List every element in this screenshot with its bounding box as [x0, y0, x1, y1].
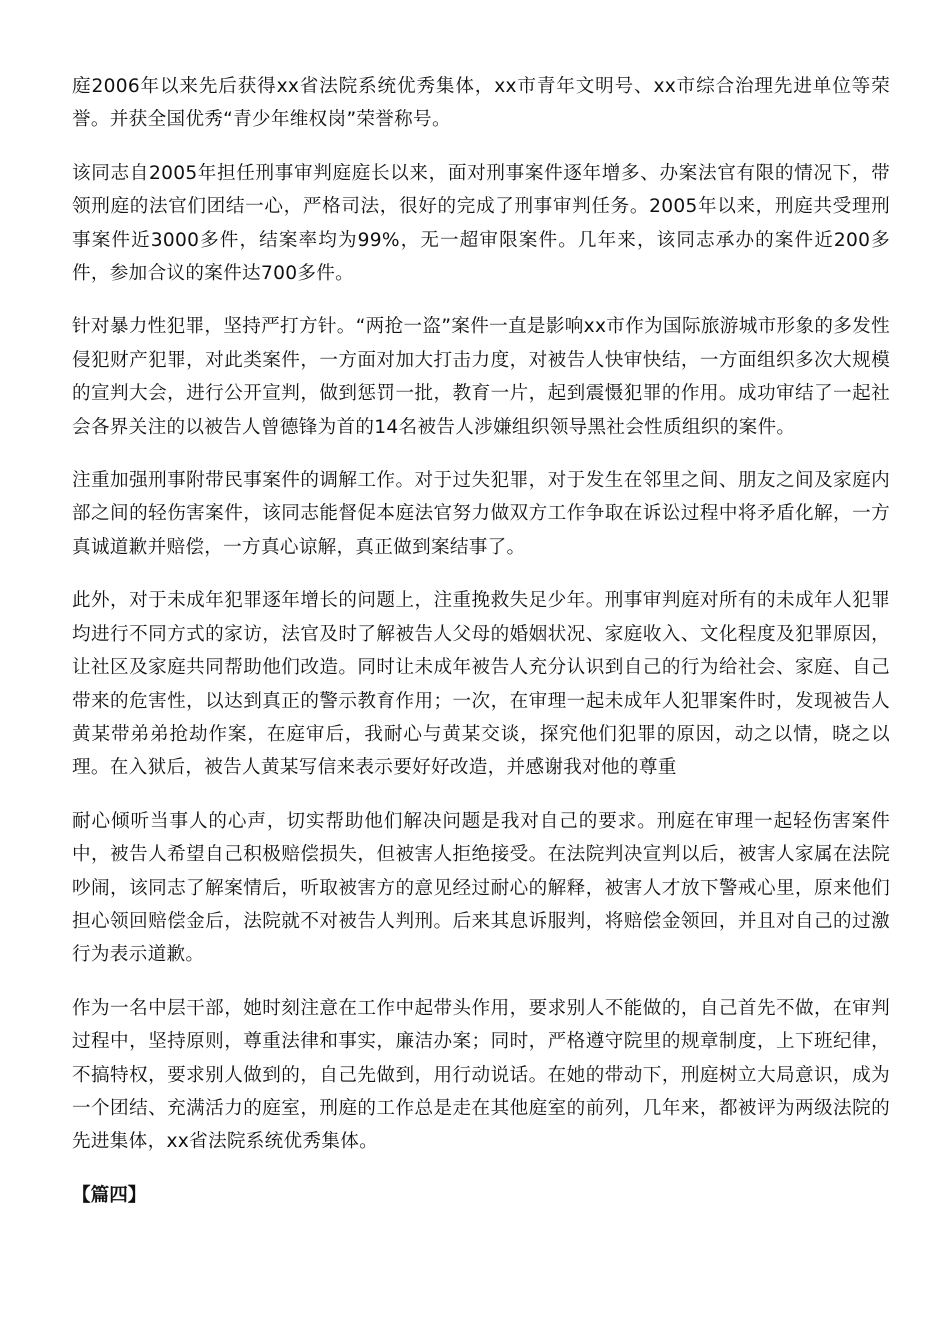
paragraph-honors: 庭2006年以来先后获得xx省法院系统优秀集体，xx市青年文明号、xx市综合治理先进单位等荣誉。并获全国优秀“青少年维权岗”荣誉称号。: [72, 76, 890, 131]
paragraph-juvenile: 此外，对于未成年犯罪逐年增长的问题上，注重挽救失足少年。刑事审判庭对所有的未成年人犯罪均进行不同方式的家访，法官及时了解被告人父母的婚姻状况、家庭收入、文化程度及犯罪原因，让社区及家庭共同帮助他们改造。同时让未成年被告人充分认识到自己的行为给社会、家庭、自己带来的危害性，以达到真正的警示教育作用；一次，在审理一起未成年人犯罪案件时，发现被告人黄某带弟弟抢劫作案，在庭审后，我耐心与黄某交谈，探究他们犯罪的原因，动之以情，晓之以理。在入狱后，被告人黄某写信来表示要好好改造，并感谢我对他的尊重: [72, 590, 890, 779]
section-heading: 【篇四】: [72, 1184, 147, 1206]
paragraph-leadership: 作为一名中层干部，她时刻注意在工作中起带头作用，要求别人不能做的，自己首先不做，在审判过程中，坚持原则，尊重法律和事实，廉洁办案；同时，严格遵守院里的规章制度，上下班纪律，不搞特权，要求别人做到的，自己先做到，用行动说话。在她的带动下，刑庭树立大局意识，成为一个团结、充满活力的庭室，刑庭的工作总是走在其他庭室的前列，几年来，都被评为两级法院的先进集体，xx省法院系统优秀集体。: [72, 997, 890, 1153]
paragraph-mediation: 注重加强刑事附带民事案件的调解工作。对于过失犯罪，对于发生在邻里之间、朋友之间及家庭内部之间的轻伤害案件，该同志能督促本庭法官努力做双方工作争取在诉讼过程中将矛盾化解，一方真诚道歉并赔偿，一方真心谅解，真正做到案结事了。: [72, 470, 890, 558]
paragraph-tenure: 该同志自2005年担任刑事审判庭庭长以来，面对刑事案件逐年增多、办案法官有限的情况下，带领刑庭的法官们团结一心，严格司法，很好的完成了刑事审判任务。2005年以来，刑庭共受理刑事案件近3000多件，结案率均为99%，无一超审限案件。几年来，该同志承办的案件近200多件，参加合议的案件达700多件。: [72, 162, 890, 285]
document-page: [72, 70, 890, 1212]
paragraph-listening: 耐心倾听当事人的心声，切实帮助他们解决问题是我对自己的要求。刑庭在审理一起轻伤害案件中，被告人希望自己积极赔偿损失，但被害人拒绝接受。在法院判决宣判以后，被害人家属在法院吵闹，该同志了解案情后，听取被害方的意见经过耐心的解释，被害人才放下警戒心里，原来他们担心领回赔偿金后，法院就不对被告人判刑。后来其息诉服判，将赔偿金领回，并且对自己的过激行为表示道歉。: [72, 810, 890, 966]
paragraph-violent-crime: 针对暴力性犯罪，坚持严打方针。“两抢一盗”案件一直是影响xx市作为国际旅游城市形象的多发性侵犯财产犯罪，对此类案件，一方面对加大打击力度，对被告人快审快结，一方面组织多次大规模的宣判大会，进行公开宣判，做到惩罚一批，教育一片，起到震慑犯罪的作用。成功审结了一起社会各界关注的以被告人曾德锋为首的14名被告人涉嫌组织领导黑社会性质组织的案件。: [72, 316, 890, 438]
